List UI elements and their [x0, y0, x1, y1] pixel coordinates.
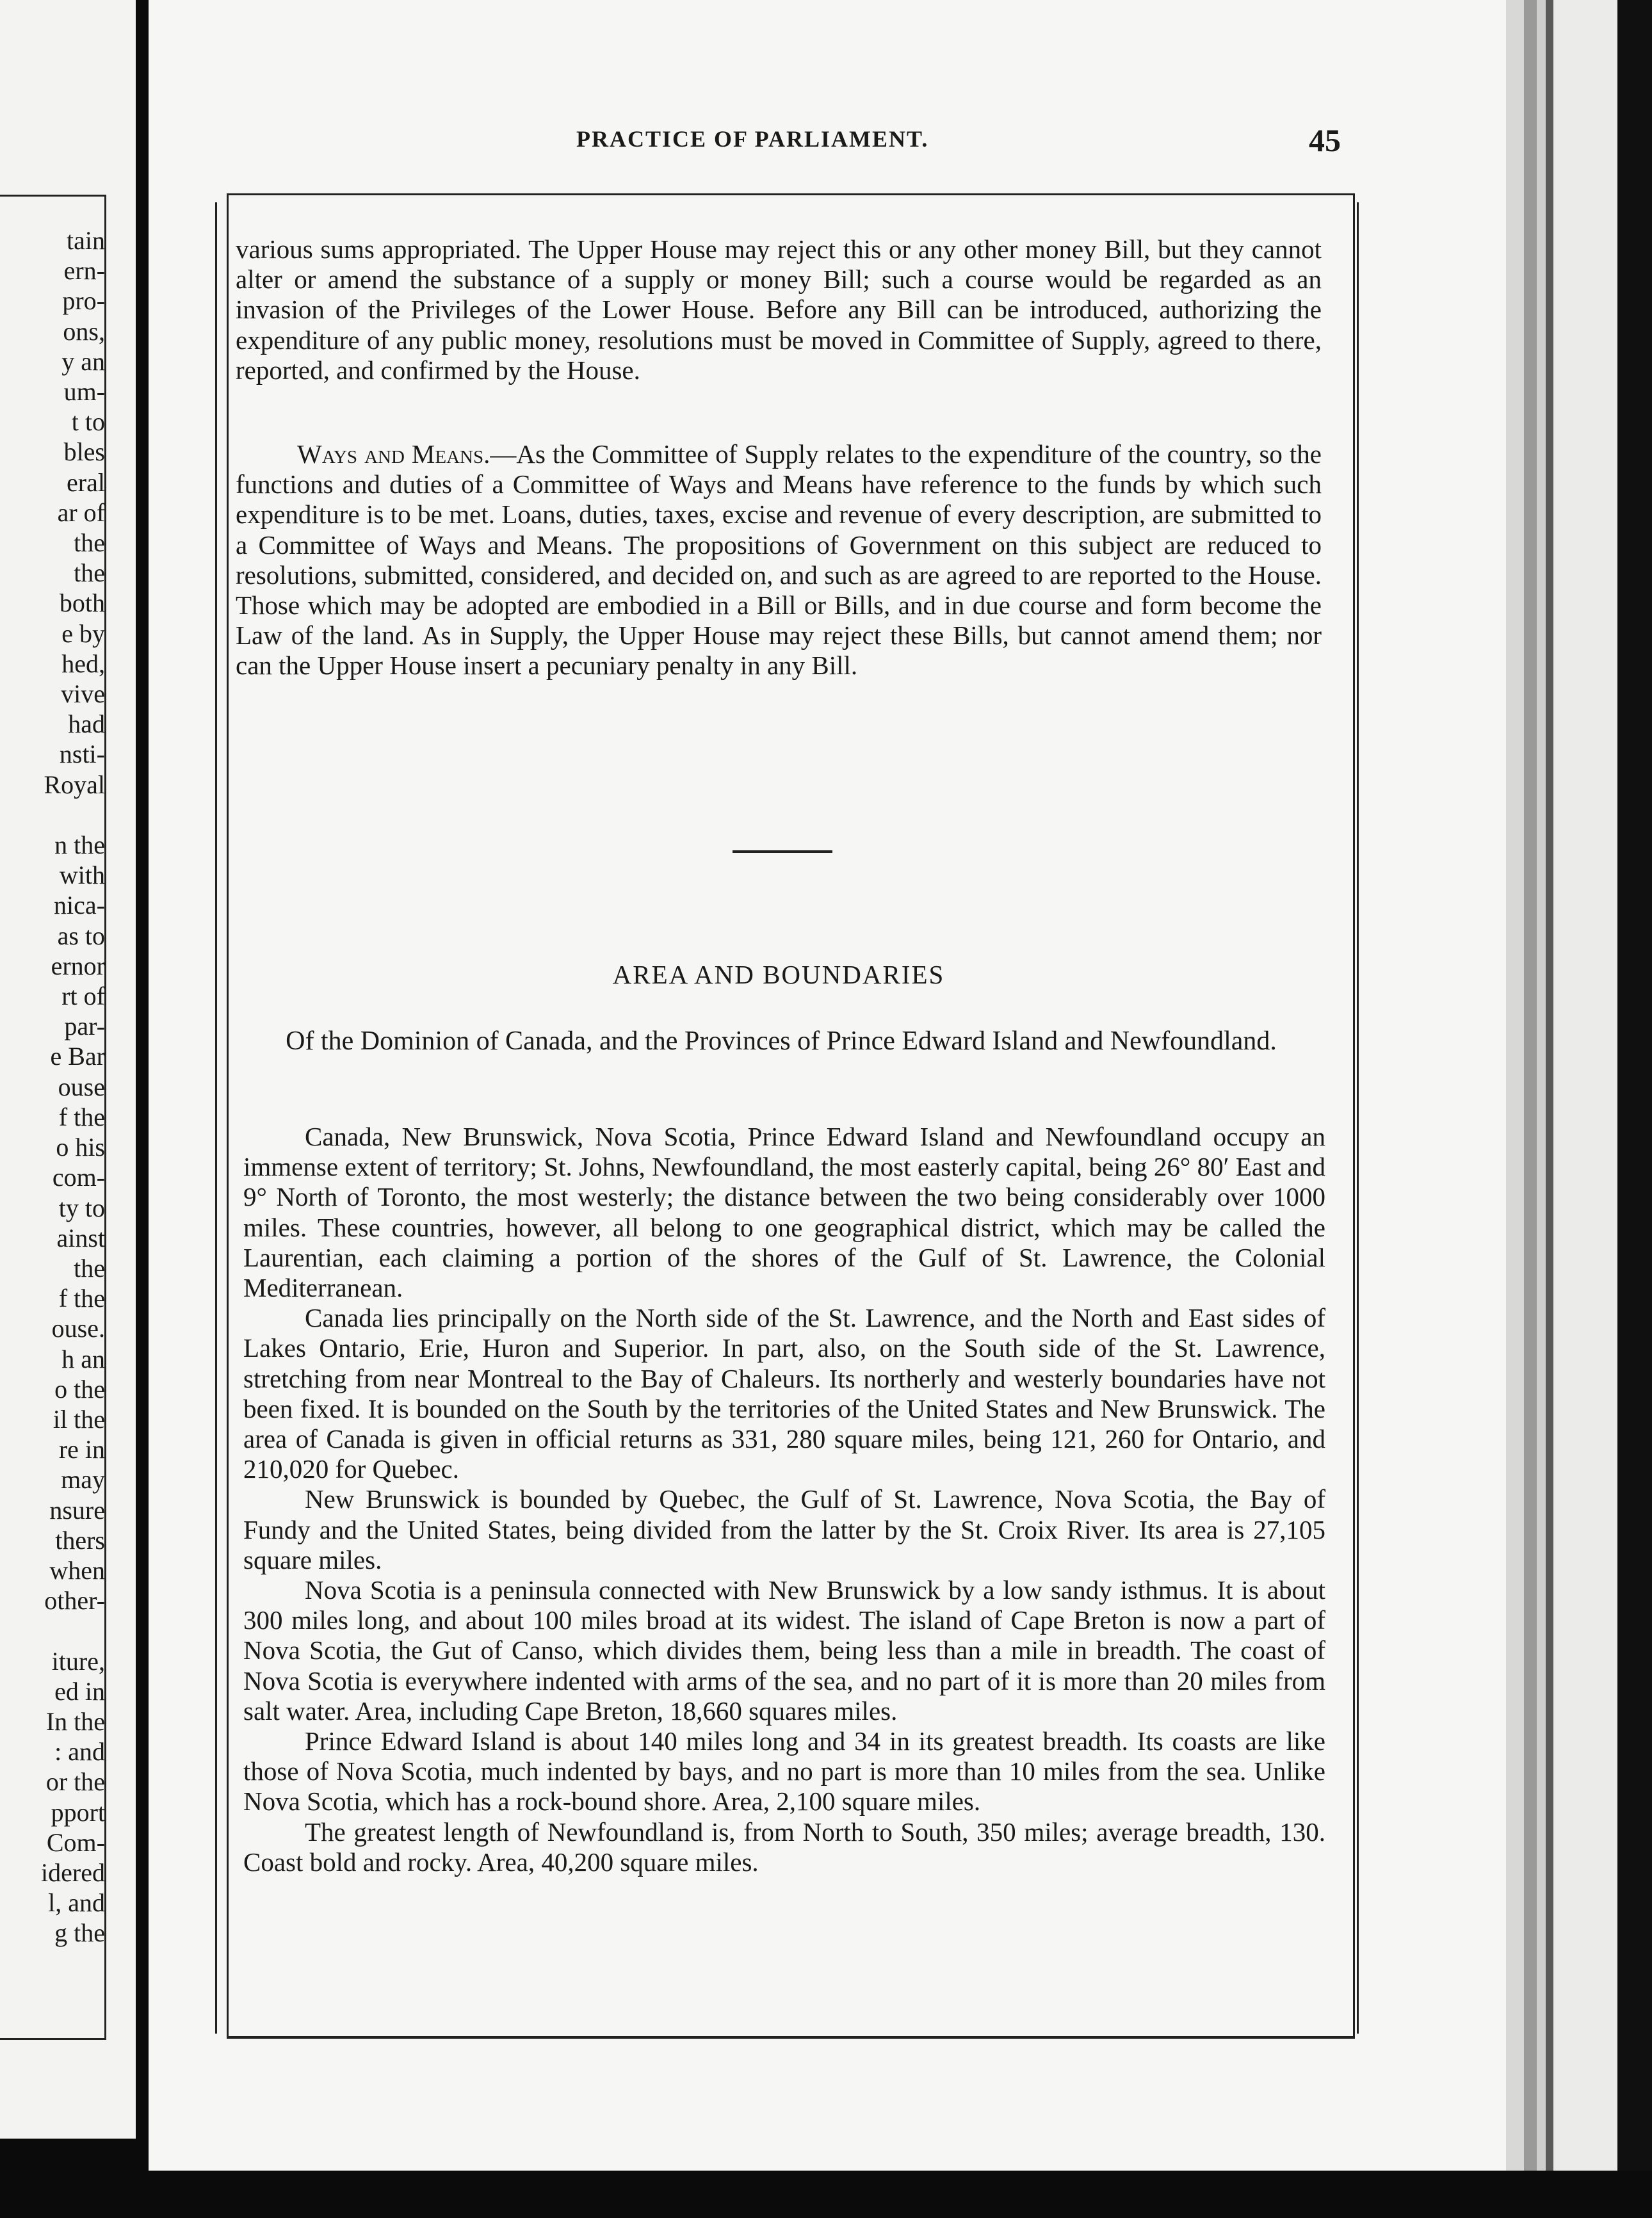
left-page-line: re in	[58, 1435, 105, 1464]
left-page-line: y an	[61, 346, 105, 376]
left-page-line: pport	[51, 1797, 105, 1827]
section-subtitle: Of the Dominion of Canada, and the Provinces of Prince Edward Island and Newfoundland.	[286, 1026, 1277, 1056]
section-divider	[733, 850, 832, 853]
page-number: 45	[1309, 122, 1341, 158]
left-page-line: bles	[63, 437, 105, 467]
left-page-line: nsure	[49, 1495, 105, 1525]
left-page-line: pro-	[62, 286, 105, 316]
left-page-line: nsti-	[59, 740, 105, 769]
left-page-line: iture,	[51, 1646, 105, 1676]
left-page-line: In the	[45, 1706, 105, 1736]
left-page-line: other-	[44, 1586, 105, 1615]
left-page-line: eral	[67, 467, 105, 497]
area-boundaries-body	[243, 1122, 1325, 1877]
left-page-line: may	[61, 1465, 105, 1494]
left-page-line: h an	[61, 1344, 105, 1373]
left-page-line: ouse.	[51, 1314, 105, 1343]
left-page-line: ons,	[63, 316, 105, 346]
section-title: AREA AND BOUNDARIES	[612, 960, 945, 989]
left-page-line: had	[68, 709, 105, 739]
supply-paragraph: various sums appropriated. The Upper House may reject this or any other money Bill, but they cannot alter or amend the substance of a supply or money Bill; such a course would be regarded as an invasion of the Privileges of the Lower House. Before any Bill can be introduced, authorizing the expenditure of any public money, resolutions must be moved in Committee of Supply, agreed to there, reported, and confirmed by the House.	[236, 234, 1322, 385]
left-page-text	[0, 225, 105, 1948]
left-page-line: n the	[54, 830, 105, 860]
left-page-line: ar of	[57, 498, 105, 527]
left-page-line: t to	[71, 407, 105, 437]
left-page-line: ouse	[58, 1072, 105, 1101]
paragraph-new-brunswick: New Brunswick is bounded by Quebec, the Gulf of St. Lawrence, Nova Scotia, the Bay of Fundy and the United States, being divided from the latter by the St. Croix River. Its area is 27,105 square miles.	[243, 1484, 1325, 1574]
left-page-line: um-	[63, 377, 105, 407]
paragraph-canada: Canada lies principally on the North side of the St. Lawrence, and the North and East sides of Lakes Ontario, Erie, Huron and Superior. In part, also, on the South side of the St. Lawrence, stretching from near Montreal to the Bay of Chaleurs. Its northerly and westerly boundaries have not been fixed. It is bounded on the South by the territories of the United States and New Brunswick. The area of Canada is given in official returns as 331, 280 square miles, being 121, 260 for Ontario, and 210,020 for Quebec.	[243, 1303, 1325, 1484]
left-page-line: Royal	[44, 770, 105, 799]
left-page-line: ed in	[54, 1676, 105, 1706]
left-page-line: nica-	[54, 891, 105, 920]
left-page-line: ernor	[51, 951, 105, 980]
left-page-line: when	[49, 1555, 105, 1585]
left-page-line: as to	[57, 921, 105, 950]
left-page-line: e by	[61, 619, 105, 648]
left-page-line: l, and	[48, 1888, 105, 1918]
paragraph-prince-edward-island: Prince Edward Island is about 140 miles long and 34 in its greatest breadth. Its coasts are like those of Nova Scotia, much indented by bays, and no part is more than 10 miles from the sea. Unlike Nova Scotia, which has a rock-bound shore. Area, 2,100 square miles.	[243, 1726, 1325, 1817]
left-page-line: the	[74, 1253, 105, 1283]
left-page-line: g the	[54, 1918, 105, 1948]
running-head: PRACTICE OF PARLIAMENT.	[576, 126, 929, 152]
left-page-line: tain	[67, 226, 105, 255]
page-frame-bottom	[227, 2036, 1355, 2038]
paragraph-newfoundland: The greatest length of Newfoundland is, from North to South, 350 miles; average breadth, 130. Coast bold and rocky. Area, 40,200 square miles.	[243, 1817, 1325, 1877]
left-page-line: both	[59, 588, 105, 618]
left-page-line	[0, 800, 105, 830]
left-page-line: o his	[56, 1133, 105, 1162]
left-page-line: vive	[61, 679, 105, 709]
page-edge	[1546, 0, 1553, 2171]
left-page-line: with	[59, 861, 105, 890]
left-page-line: o the	[54, 1374, 105, 1404]
ways-and-means-heading: Ways and Means.	[297, 439, 490, 469]
page-edge	[1524, 0, 1537, 2171]
left-page-line: ainst	[56, 1223, 105, 1252]
ways-and-means-paragraph	[236, 439, 1322, 681]
left-page-line: or the	[45, 1767, 105, 1797]
paragraph-nova-scotia: Nova Scotia is a peninsula connected with New Brunswick by a low sandy isthmus. It is about 300 miles long, and about 100 miles broad at its widest. The island of Cape Breton is now a part of Nova Scotia, the Gut of Canso, which divides them, being less than a mile in breadth. The coast of Nova Scotia is everywhere indented with arms of the sea, and no part of it is more than 20 miles from salt water. Area, including Cape Breton, 18,660 squares miles.	[243, 1575, 1325, 1726]
left-page-line: the	[74, 558, 105, 588]
page-edge	[1553, 0, 1617, 2171]
left-page-line: Com-	[46, 1827, 105, 1857]
ways-and-means-text: —As the Committee of Supply relates to the expenditure of the country, so the functions and duties of a Committee of Ways and Means have reference to the funds by which such expenditure is to be met. Loans, duties, taxes, excise and revenue of every description, are submitted to a Committee of Ways and Means. The propositions of Government on this subject are reduced to resolutions, submitted, considered, and decided on, and such as are agreed to are reported to the House. Those which may be adopted are embodied in a Bill or Bills, and in due course and form become the Law of the land. As in Supply, the Upper House may reject these Bills, but cannot amend them; nor can the Upper House insert a pecuniary penalty in any Bill.	[236, 439, 1322, 681]
page-edge	[1537, 0, 1546, 2171]
page-edge	[1506, 0, 1524, 2171]
left-page-line: ern-	[63, 256, 105, 286]
left-page-line: the	[74, 528, 105, 558]
left-facing-page	[0, 0, 136, 2139]
left-page-line: idered	[41, 1858, 105, 1887]
page-edge	[1617, 0, 1652, 2171]
left-page-line: il the	[53, 1404, 105, 1434]
paragraph-overview: Canada, New Brunswick, Nova Scotia, Prince Edward Island and Newfoundland occupy an immense extent of territory; St. Johns, Newfoundland, the most easterly capital, being 26° 80′ East and 9° North of Toronto, the most westerly; the distance between the two being considerably over 1000 miles. These countries, however, all belong to one geographical district, which may be called the Laurentian, each claiming a portion of the shores of the Gulf of St. Lawrence, the Colonial Mediterranean.	[243, 1122, 1325, 1303]
left-page-line: thers	[55, 1525, 105, 1555]
left-page-line: hed,	[61, 649, 105, 678]
left-page-line: com-	[52, 1163, 105, 1192]
left-page-line: f the	[58, 1102, 105, 1131]
left-page-line: rt of	[61, 982, 105, 1011]
left-page-line: : and	[54, 1737, 105, 1767]
left-page-line: par-	[64, 1012, 105, 1041]
left-page-line: f the	[58, 1284, 105, 1313]
left-page-line: ty to	[58, 1193, 105, 1222]
left-page-line: e Bar	[50, 1042, 105, 1071]
left-page-line	[0, 1615, 105, 1646]
